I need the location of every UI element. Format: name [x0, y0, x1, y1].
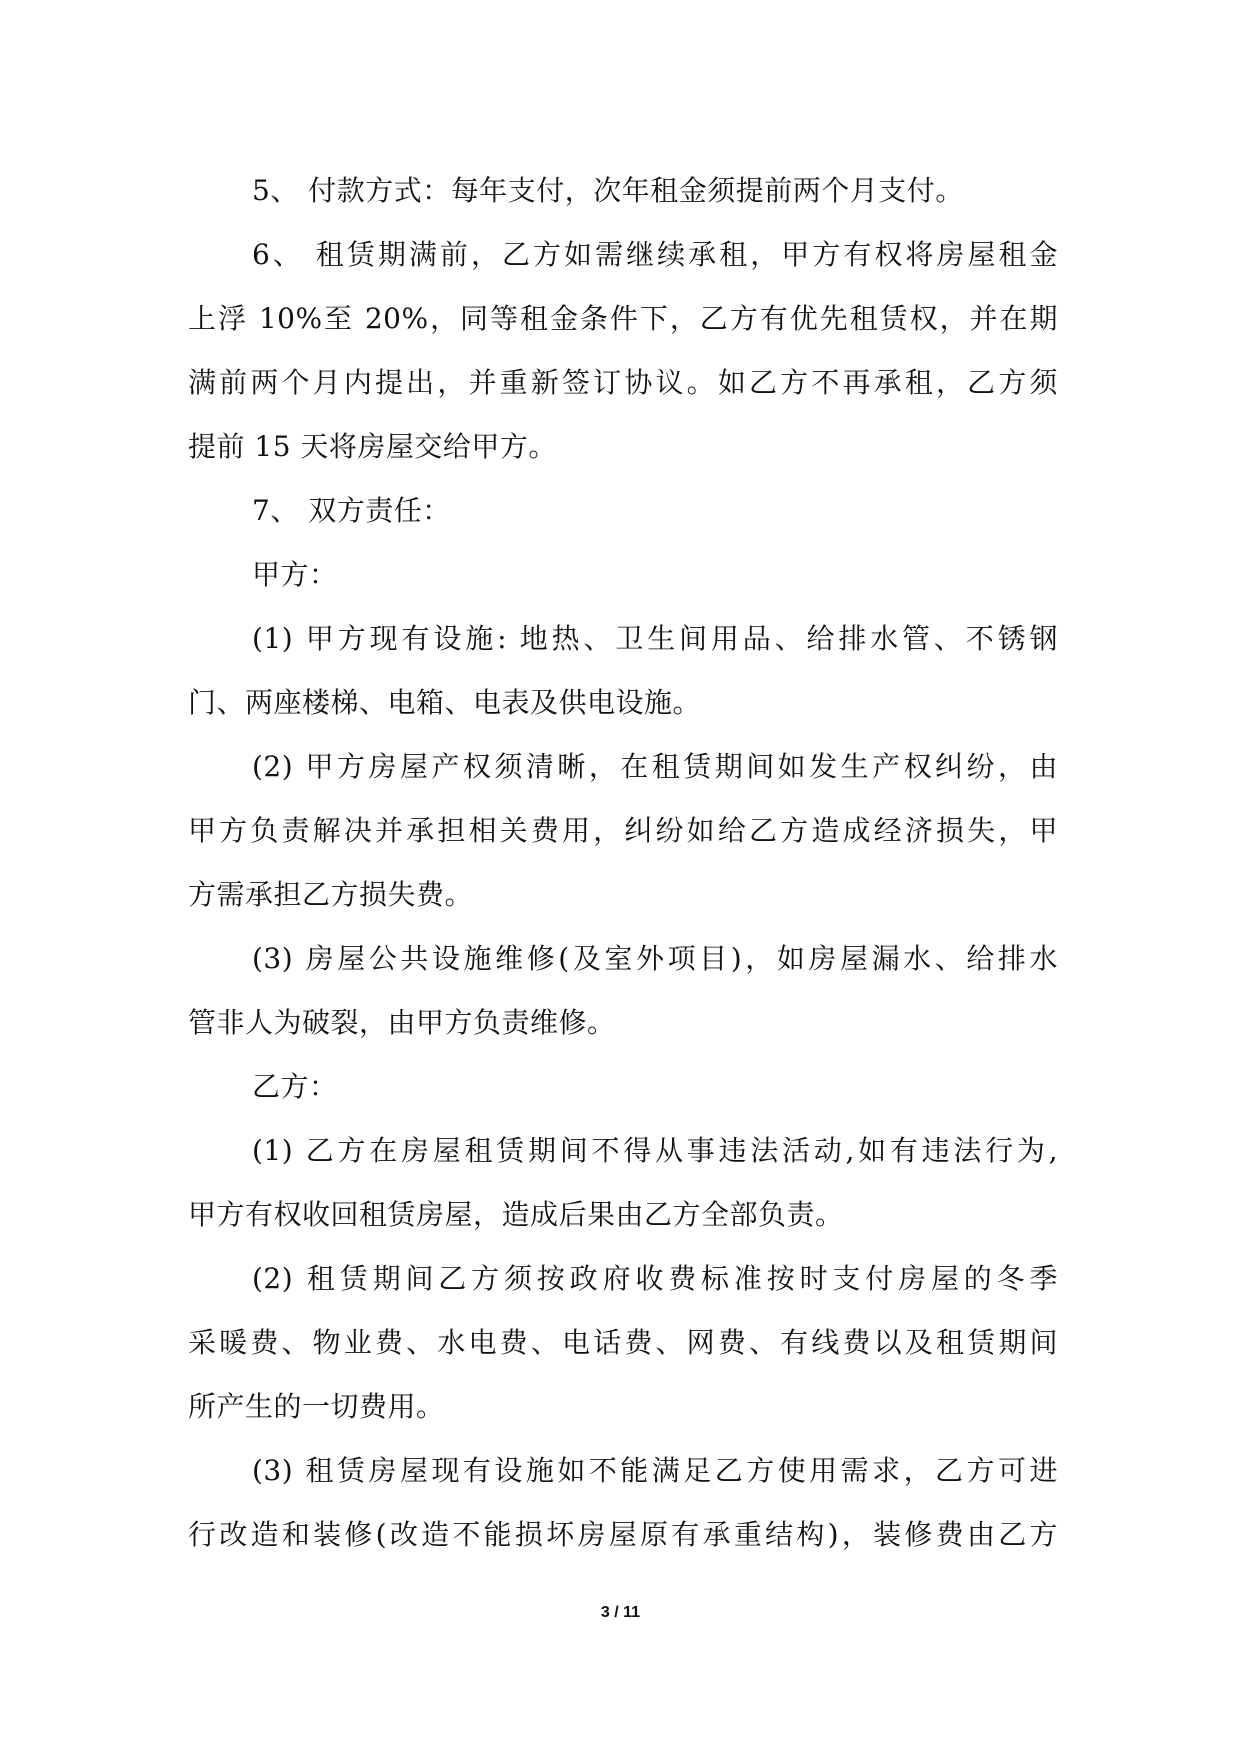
- text-line: 提前 15 天将房屋交给甲方。: [188, 430, 557, 463]
- document-body: [188, 159, 1058, 1567]
- text-line: (2) 租赁期间乙方须按政府收费标准按时支付房屋的冬季: [252, 1262, 1058, 1295]
- text-line: 5、 付款方式：每年支付，次年租金须提前两个月支付。: [252, 174, 964, 207]
- text-line: (2) 甲方房屋产权须清晰，在租赁期间如发生产权纠纷，由: [252, 750, 1058, 783]
- page-number: 3 / 11: [600, 1604, 641, 1621]
- text-line: 管非人为破裂，由甲方负责维修。: [188, 1006, 616, 1039]
- text-line: (3) 租赁房屋现有设施如不能满足乙方使用需求，乙方可进: [252, 1454, 1058, 1487]
- text-line: (1) 甲方现有设施: 地热、卫生间用品、给排水管、不锈钢: [252, 622, 1058, 655]
- text-line: 甲方负责解决并承担相关费用，纠纷如给乙方造成经济损失，甲: [188, 814, 1058, 847]
- text-line: 方需承担乙方损失费。: [188, 878, 474, 911]
- text-line: 所产生的一切费用。: [188, 1390, 445, 1423]
- text-line: 6、 租赁期满前，乙方如需继续承租，甲方有权将房屋租金: [252, 238, 1058, 271]
- text-line: 门、两座楼梯、电箱、电表及供电设施。: [188, 686, 702, 719]
- text-line: 甲方有权收回租赁房屋，造成后果由乙方全部负责。: [188, 1198, 844, 1231]
- text-line: 甲方：: [252, 558, 338, 591]
- text-line: 乙方：: [252, 1070, 338, 1103]
- text-line: (3) 房屋公共设施维修(及室外项目)，如房屋漏水、给排水: [252, 942, 1058, 975]
- text-line: 上浮 10%至 20%，同等租金条件下，乙方有优先租赁权，并在期: [188, 302, 1058, 335]
- text-line: 7、 双方责任：: [252, 494, 451, 527]
- text-line: 满前两个月内提出，并重新签订协议。如乙方不再承租，乙方须: [188, 366, 1058, 399]
- text-line: (1) 乙方在房屋租赁期间不得从事违法活动,如有违法行为,: [252, 1134, 1058, 1167]
- text-line: 行改造和装修(改造不能损坏房屋原有承重结构)，装修费由乙方: [188, 1518, 1058, 1551]
- text-line: 采暖费、物业费、水电费、电话费、网费、有线费以及租赁期间: [188, 1326, 1058, 1359]
